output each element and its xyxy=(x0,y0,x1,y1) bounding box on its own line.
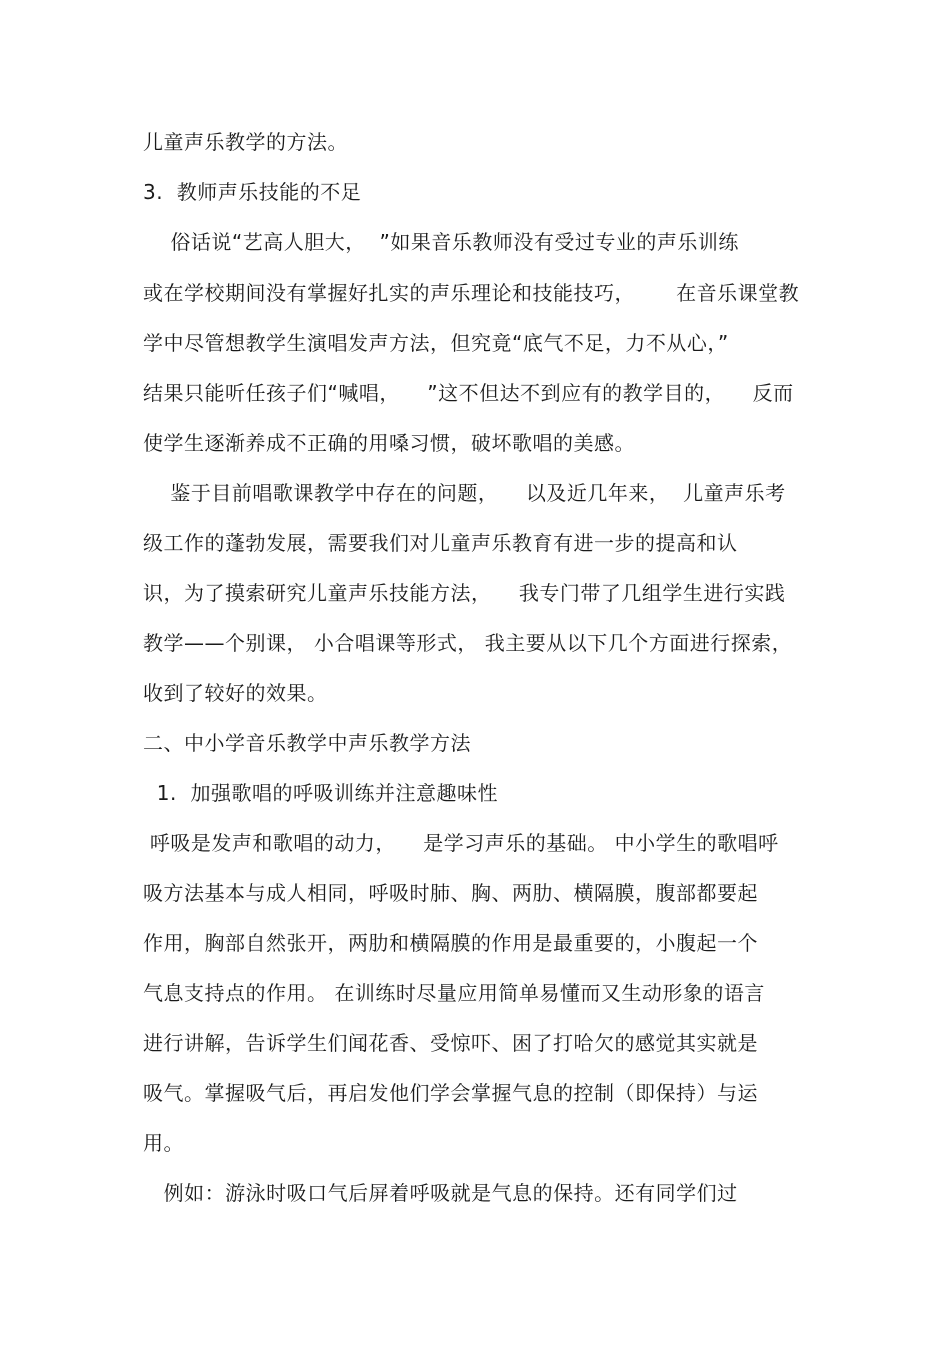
text-line: 学中尽管想教学生演唱发声方法，但究竟“底气不足，力不从心，” xyxy=(143,331,729,355)
text-line: 使学生逐渐养成不正确的用嗓习惯，破坏歌唱的美感。 xyxy=(143,431,635,455)
text-line: 用。 xyxy=(143,1131,184,1155)
text-line: 吸气。掌握吸气后，再启发他们学会掌握气息的控制（即保持）与运 xyxy=(143,1081,758,1105)
text-line: 识，为了摸索研究儿童声乐技能方法， 我专门带了几组学生进行实践 xyxy=(143,581,786,605)
text-line: 儿童声乐教学的方法。 xyxy=(143,130,348,154)
section-heading: 3. 教师声乐技能的不足 xyxy=(143,180,362,204)
text-line: 例如：游泳时吸口气后屏着呼吸就是气息的保持。还有同学们过 xyxy=(143,1181,738,1205)
text-line: 收到了较好的效果。 xyxy=(143,681,328,705)
section-heading: 1. 加强歌唱的呼吸训练并注意趣味性 xyxy=(143,781,499,805)
text-line: 结果只能听任孩子们“喊唱， ”这不但达不到应有的教学目的， 反而 xyxy=(143,381,794,405)
text-line: 吸方法基本与成人相同，呼吸时肺、胸、两肋、横隔膜，腹部都要起 xyxy=(143,881,758,905)
text-line: 教学——个别课， 小合唱课等形式， 我主要从以下几个方面进行探索， xyxy=(143,631,793,655)
text-line: 鉴于目前唱歌课教学中存在的问题， 以及近几年来， 儿童声乐考 xyxy=(143,481,786,505)
text-line: 作用，胸部自然张开，两肋和横隔膜的作用是最重要的，小腹起一个 xyxy=(143,931,758,955)
text-line: 或在学校期间没有掌握好扎实的声乐理论和技能技巧， 在音乐课堂教 xyxy=(143,281,800,305)
text-line: 俗话说“艺高人胆大， ”如果音乐教师没有受过专业的声乐训练 xyxy=(143,230,739,254)
chapter-heading: 二、中小学音乐教学中声乐教学方法 xyxy=(143,731,471,755)
text-line: 呼吸是发声和歌唱的动力， 是学习声乐的基础。 中小学生的歌唱呼 xyxy=(143,831,779,855)
text-line: 级工作的蓬勃发展，需要我们对儿童声乐教育有进一步的提高和认 xyxy=(143,531,738,555)
text-line: 气息支持点的作用。 在训练时尽量应用简单易懂而又生动形象的语言 xyxy=(143,981,765,1005)
text-line: 进行讲解，告诉学生们闻花香、受惊吓、困了打哈欠的感觉其实就是 xyxy=(143,1031,758,1055)
